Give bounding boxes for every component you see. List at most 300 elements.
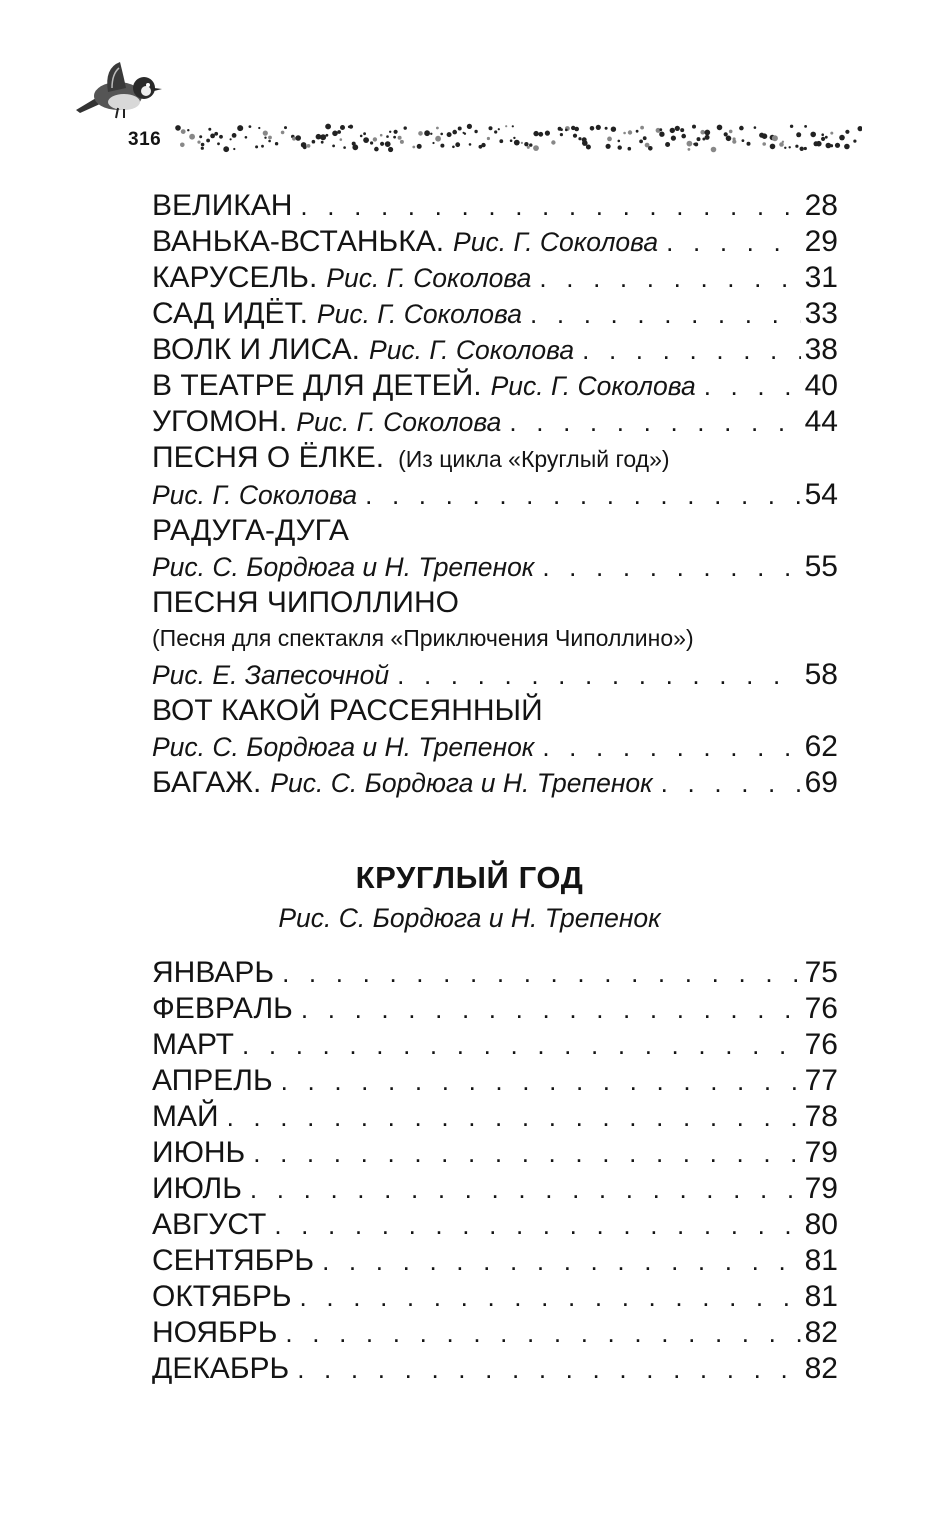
entry-page: 58 bbox=[804, 658, 838, 691]
ornament-dot bbox=[261, 145, 264, 148]
ornament-dot bbox=[412, 146, 415, 149]
ornament-dot bbox=[586, 145, 591, 150]
ornament-dot bbox=[385, 141, 391, 147]
entry-page: 82 bbox=[804, 1316, 838, 1349]
ornament-dot bbox=[394, 130, 398, 134]
entry-title: ВАНЬКА-ВСТАНЬКА. bbox=[152, 225, 445, 258]
ornament-dot bbox=[223, 146, 229, 152]
entry-title-line bbox=[152, 513, 838, 549]
ornament-dot bbox=[199, 135, 202, 138]
ornament-dot bbox=[524, 142, 528, 146]
list-item bbox=[152, 1279, 838, 1315]
entry-illustrator: Рис. С. Бордюга и Н. Трепенок bbox=[152, 552, 535, 582]
entry-title: ПЕСНЯ О ЁЛКЕ. bbox=[152, 441, 385, 474]
dot-leader bbox=[227, 1099, 801, 1135]
ornament-dot bbox=[711, 147, 717, 153]
ornament-dot bbox=[830, 144, 833, 147]
list-item bbox=[152, 585, 838, 693]
ornament-dot bbox=[628, 147, 632, 151]
ornament-dot bbox=[770, 144, 776, 150]
ornament-dot bbox=[230, 138, 232, 140]
dot-leader bbox=[253, 1135, 800, 1171]
ornament-dot bbox=[659, 128, 662, 131]
ornament-dot bbox=[681, 134, 686, 139]
ornament-dot bbox=[499, 139, 503, 143]
ornament-dot bbox=[573, 134, 577, 138]
page-number: 316 bbox=[128, 129, 162, 150]
ornament-dot bbox=[510, 139, 513, 142]
ornament-dot bbox=[284, 126, 287, 129]
ornament-dot bbox=[639, 140, 643, 144]
entry-illustrator: Рис. С. Бордюга и Н. Трепенок bbox=[270, 768, 653, 798]
entry-page: 76 bbox=[804, 1028, 838, 1061]
entry-page: 29 bbox=[804, 225, 838, 258]
entry-title: УГОМОН. bbox=[152, 405, 288, 438]
ornament-dot bbox=[648, 146, 653, 151]
entry-title: ВОЛК И ЛИСА. bbox=[152, 333, 361, 366]
ornament-dot bbox=[435, 136, 441, 142]
entry-title: НОЯБРЬ bbox=[152, 1316, 278, 1349]
ornament-dot bbox=[680, 128, 684, 132]
ornament-dot bbox=[363, 137, 369, 143]
ornament-dot bbox=[295, 135, 301, 141]
entry-title-line bbox=[152, 693, 838, 729]
ornament-dot bbox=[467, 124, 472, 129]
list-item bbox=[152, 513, 838, 585]
entry-title: ЯНВАРЬ bbox=[152, 956, 275, 989]
entry-ill-line bbox=[152, 477, 838, 513]
entry-line bbox=[152, 1171, 838, 1207]
entry-title: БАГАЖ. bbox=[152, 766, 262, 799]
entry-page: 31 bbox=[804, 261, 838, 294]
entry-line bbox=[152, 1135, 838, 1171]
ornament-dot bbox=[772, 135, 778, 141]
ornament-dot bbox=[263, 131, 268, 136]
entry-ill-line bbox=[152, 729, 838, 765]
ornament-dot bbox=[590, 126, 595, 131]
ornament-dot bbox=[189, 134, 195, 140]
ornament-dot bbox=[343, 146, 346, 149]
ornament-dot bbox=[800, 147, 804, 151]
ornament-dot bbox=[487, 137, 490, 140]
ornament-dot bbox=[814, 141, 819, 146]
ornament-dot bbox=[732, 140, 736, 144]
ornament-dot bbox=[565, 129, 568, 132]
entry-title: ИЮНЬ bbox=[152, 1136, 246, 1169]
dot-leader bbox=[242, 1027, 801, 1063]
ornament-dot bbox=[380, 134, 383, 137]
entry-line bbox=[152, 1099, 838, 1135]
entry-page: 80 bbox=[804, 1208, 838, 1241]
ornament-dot bbox=[623, 132, 626, 135]
entry-page: 33 bbox=[804, 297, 838, 330]
ornament-dot bbox=[337, 130, 341, 134]
dot-leader bbox=[397, 657, 801, 693]
ornament-dot bbox=[312, 140, 316, 144]
list-item bbox=[152, 955, 838, 991]
ornament-dot bbox=[700, 130, 705, 135]
entry-title: ДЕКАБРЬ bbox=[152, 1352, 290, 1385]
ornament-dot bbox=[498, 128, 500, 130]
entry-title: ВОТ КАКОЙ РАССЕЯННЫЙ bbox=[152, 694, 543, 727]
ornament-dot bbox=[281, 131, 285, 135]
ornament-dot bbox=[692, 125, 696, 129]
ornament-dot bbox=[694, 142, 698, 146]
dot-leader bbox=[509, 404, 800, 440]
entry-page: 28 bbox=[804, 189, 838, 222]
ornament-dot bbox=[264, 137, 266, 139]
ornament-dot bbox=[237, 125, 243, 131]
ornament-dot bbox=[790, 125, 793, 128]
ornament-dot bbox=[455, 142, 460, 147]
ornament-dot bbox=[726, 136, 732, 142]
ornament-dot bbox=[180, 143, 185, 148]
ornament-dot bbox=[607, 137, 612, 142]
ornament-dot bbox=[675, 126, 680, 131]
ornament-dot bbox=[268, 140, 271, 143]
entry-page: 62 bbox=[804, 730, 838, 763]
ornament-dot bbox=[232, 133, 237, 138]
ornament-dot bbox=[481, 143, 485, 147]
ornament-dot bbox=[380, 142, 384, 146]
ornament-dot bbox=[858, 126, 863, 131]
ornament-dot bbox=[388, 147, 393, 152]
dot-leader bbox=[281, 1063, 801, 1099]
list-item bbox=[152, 1315, 838, 1351]
entry-line bbox=[152, 1063, 838, 1099]
entry-illustrator: Рис. Е. Запесочной bbox=[152, 660, 390, 690]
entry-page: 81 bbox=[804, 1280, 838, 1313]
ornament-dot bbox=[640, 126, 644, 130]
ornament-dot bbox=[527, 146, 530, 149]
entry-illustrator: Рис. Г. Соколова bbox=[326, 263, 532, 293]
ornament-dot bbox=[779, 142, 784, 147]
ornament-dot bbox=[533, 131, 538, 136]
entry-line bbox=[152, 332, 838, 368]
ornament-dot bbox=[201, 143, 205, 147]
ornament-dot bbox=[210, 134, 215, 139]
ornament-dot bbox=[853, 140, 856, 143]
ornament-dot bbox=[219, 135, 223, 139]
list-item bbox=[152, 1351, 838, 1387]
ornament-dot bbox=[370, 141, 373, 144]
ornament-dot bbox=[839, 135, 845, 141]
entry-page: 75 bbox=[804, 956, 838, 989]
entry-line bbox=[152, 955, 838, 991]
ornament-dot bbox=[417, 144, 422, 149]
ornament-dot bbox=[513, 137, 515, 139]
list-item bbox=[152, 765, 838, 801]
ornament-dot bbox=[464, 133, 466, 135]
ornament-dot bbox=[340, 125, 345, 130]
ornament-dot bbox=[340, 138, 343, 141]
list-item bbox=[152, 1243, 838, 1279]
list-item bbox=[152, 1207, 838, 1243]
ornament-dot bbox=[628, 130, 632, 134]
ornament-dot bbox=[545, 131, 550, 136]
entry-line bbox=[152, 260, 838, 296]
ornament-dot bbox=[321, 141, 324, 144]
entry-title: ВЕЛИКАН bbox=[152, 189, 293, 222]
dot-leader bbox=[300, 1279, 801, 1315]
ornament-dot bbox=[804, 125, 807, 128]
ornament-dot bbox=[804, 147, 807, 150]
entry-page: 78 bbox=[804, 1100, 838, 1133]
ornament-dot bbox=[255, 145, 258, 148]
list-item bbox=[152, 1171, 838, 1207]
ornament-dot bbox=[374, 147, 379, 152]
ornament-dot bbox=[393, 136, 396, 139]
entry-ill-line bbox=[152, 657, 838, 693]
ornament-dot bbox=[249, 125, 252, 128]
entry-illustrator: Рис. Г. Соколова bbox=[490, 371, 696, 401]
dot-leader bbox=[250, 1171, 801, 1207]
list-item bbox=[152, 260, 838, 296]
ornament-dot bbox=[320, 134, 326, 140]
ornament-dot bbox=[452, 130, 457, 135]
ornament-dot bbox=[529, 143, 532, 146]
ornament-dot bbox=[175, 125, 181, 131]
ornament-dot bbox=[440, 133, 443, 136]
ornament-dot bbox=[363, 132, 366, 135]
ornament-dot bbox=[512, 125, 514, 127]
entry-page: 79 bbox=[804, 1136, 838, 1169]
ornament-dot bbox=[208, 128, 211, 131]
entry-title: КАРУСЕЛЬ. bbox=[152, 261, 318, 294]
list-item bbox=[152, 404, 838, 440]
entry-illustrator: Рис. Г. Соколова bbox=[316, 299, 522, 329]
dot-leader bbox=[274, 1207, 800, 1243]
ornament-dot bbox=[474, 130, 477, 133]
ornament-dot bbox=[578, 137, 581, 140]
entry-line bbox=[152, 1351, 838, 1387]
ornament-dot bbox=[404, 126, 407, 129]
section-title: КРУГЛЫЙ ГОД bbox=[355, 860, 584, 895]
entry-title: В ТЕАТРЕ ДЛЯ ДЕТЕЙ. bbox=[152, 369, 482, 402]
ornament-dot bbox=[618, 140, 621, 143]
ornament-dot bbox=[762, 142, 766, 146]
ornament-dot bbox=[352, 144, 358, 150]
ornament-dot bbox=[326, 134, 329, 137]
ornament-dot bbox=[697, 137, 701, 141]
ornament-dot bbox=[400, 140, 404, 144]
ornament-dot bbox=[332, 131, 338, 137]
entry-note: (Из цикла «Круглый год») bbox=[398, 446, 670, 472]
ornament-dot bbox=[389, 131, 391, 133]
ornament-dot bbox=[705, 135, 710, 140]
ornament-dot bbox=[187, 129, 189, 131]
entry-illustrator: Рис. Г. Соколова bbox=[152, 480, 358, 510]
list-item bbox=[152, 693, 838, 765]
ornament-dot bbox=[217, 142, 220, 145]
ornament-dot bbox=[325, 124, 331, 130]
dot-leader bbox=[282, 955, 801, 991]
ornament-dot bbox=[307, 144, 311, 148]
list-item bbox=[152, 224, 838, 260]
entry-line bbox=[152, 1243, 838, 1279]
dot-leader bbox=[666, 224, 800, 260]
ornament-dot bbox=[671, 136, 676, 141]
entry-page: 40 bbox=[804, 369, 838, 402]
ornament-dot bbox=[432, 142, 434, 144]
ornament-dot bbox=[268, 136, 272, 140]
dot-leader bbox=[661, 765, 801, 801]
ornament-dot bbox=[560, 133, 563, 136]
ornament-dot bbox=[825, 136, 828, 139]
entry-page: 69 bbox=[804, 766, 838, 799]
entry-title: ПЕСНЯ ЧИПОЛЛИНО bbox=[152, 586, 459, 619]
entry-title: СЕНТЯБРЬ bbox=[152, 1244, 315, 1277]
entry-line bbox=[152, 1315, 838, 1351]
ornament-dot bbox=[742, 139, 745, 142]
entry-line bbox=[152, 296, 838, 332]
list-item bbox=[152, 1135, 838, 1171]
ornament-dot bbox=[835, 143, 840, 148]
ornament-dot bbox=[360, 135, 363, 138]
ornament-dot bbox=[181, 129, 186, 134]
bird-icon bbox=[74, 58, 170, 128]
entry-title: МАРТ bbox=[152, 1028, 234, 1061]
ornament-dot bbox=[717, 125, 723, 131]
entry-illustrator: Рис. Г. Соколова bbox=[369, 335, 575, 365]
ornament-dot bbox=[386, 135, 389, 138]
entry-line bbox=[152, 991, 838, 1027]
dot-leader bbox=[530, 296, 801, 332]
ornament-dot bbox=[245, 136, 248, 139]
ornament-dot bbox=[458, 127, 462, 131]
list-item bbox=[152, 1063, 838, 1099]
entry-page: 79 bbox=[804, 1172, 838, 1205]
ornament-dot bbox=[505, 125, 507, 127]
entry-page: 44 bbox=[804, 405, 838, 438]
ornament-dot bbox=[704, 130, 710, 136]
entry-title: ФЕВРАЛЬ bbox=[152, 992, 293, 1025]
dot-leader bbox=[365, 477, 801, 513]
ornament-dot bbox=[739, 126, 744, 131]
ornament-dot bbox=[821, 133, 824, 136]
ornament-dot bbox=[440, 144, 444, 148]
entry-title: ИЮЛЬ bbox=[152, 1172, 242, 1205]
ornament-dot bbox=[514, 140, 520, 146]
entry-title: САД ИДЁТ. bbox=[152, 297, 308, 330]
entry-line bbox=[152, 1027, 838, 1063]
ornament-dot bbox=[452, 146, 455, 149]
entry-illustrator: Рис. Г. Соколова bbox=[296, 407, 502, 437]
section-illustrator: Рис. С. Бордюга и Н. Трепенок bbox=[278, 903, 661, 933]
ornament-dot bbox=[729, 130, 733, 134]
dot-leader bbox=[301, 991, 801, 1027]
ornament-dot bbox=[201, 147, 204, 150]
ornament-dot bbox=[596, 125, 601, 130]
ornament-dot bbox=[373, 137, 377, 141]
entry-title: МАЙ bbox=[152, 1100, 219, 1133]
ornament-dot bbox=[301, 142, 307, 148]
dot-leader bbox=[582, 332, 801, 368]
ornament-dot bbox=[494, 130, 497, 133]
dotted-ornament bbox=[172, 118, 862, 158]
list-item bbox=[152, 188, 838, 224]
ornament-dot bbox=[551, 140, 555, 144]
entry-line bbox=[152, 1279, 838, 1315]
entry-page: 38 bbox=[804, 333, 838, 366]
entry-title: РАДУГА-ДУГА bbox=[152, 514, 349, 547]
entry-line bbox=[152, 188, 838, 224]
ornament-dot bbox=[258, 127, 260, 129]
list-item bbox=[152, 991, 838, 1027]
ornament-dot bbox=[197, 141, 200, 144]
ornament-dot bbox=[233, 148, 235, 150]
ornament-dot bbox=[845, 130, 849, 134]
ornament-dot bbox=[533, 145, 539, 151]
entry-line bbox=[152, 765, 838, 801]
dot-leader bbox=[539, 260, 800, 296]
ornament-dot bbox=[830, 132, 833, 135]
ornament-dot bbox=[469, 143, 472, 146]
list-item bbox=[152, 368, 838, 404]
ornament-dot bbox=[796, 132, 801, 137]
ornament-dot bbox=[670, 128, 675, 133]
dot-leader bbox=[300, 188, 800, 224]
ornament-dot bbox=[332, 145, 335, 148]
dot-leader bbox=[297, 1351, 800, 1387]
ornament-dot bbox=[424, 130, 430, 136]
ornament-dot bbox=[538, 132, 543, 137]
ornament-dot bbox=[398, 136, 402, 140]
ornament-dot bbox=[821, 137, 825, 141]
entry-line bbox=[152, 368, 838, 404]
ornament-dot bbox=[214, 132, 218, 136]
entry-illustrator: Рис. Г. Соколова bbox=[453, 227, 659, 257]
ornament-dot bbox=[574, 127, 579, 132]
ornament-dot bbox=[754, 126, 757, 129]
ornament-dot bbox=[611, 127, 616, 132]
entry-page: 81 bbox=[804, 1244, 838, 1277]
page-header bbox=[0, 0, 939, 170]
ornament-dot bbox=[349, 125, 353, 129]
ornament-dot bbox=[560, 128, 563, 131]
table-of-contents bbox=[152, 188, 838, 801]
entry-note: (Песня для спектакля «Приключения Чиполлино») bbox=[152, 625, 694, 651]
ornament-dot bbox=[489, 126, 493, 130]
months-contents bbox=[152, 955, 838, 1387]
entry-title: АВГУСТ bbox=[152, 1208, 267, 1241]
ornament-dot bbox=[275, 142, 278, 145]
ornament-dot bbox=[844, 144, 850, 150]
ornament-dot bbox=[605, 127, 608, 130]
entry-line bbox=[152, 224, 838, 260]
dot-leader bbox=[542, 549, 800, 585]
ornament-dot bbox=[643, 136, 647, 140]
ornament-dot bbox=[762, 133, 768, 139]
entry-illustrator: Рис. С. Бордюга и Н. Трепенок bbox=[152, 732, 535, 762]
entry-title: ОКТЯБРЬ bbox=[152, 1280, 292, 1313]
ornament-dot bbox=[688, 148, 691, 151]
entry-title-line bbox=[152, 440, 838, 477]
ornament-dot bbox=[606, 144, 611, 149]
entry-note-line bbox=[152, 619, 838, 657]
entry-page: 55 bbox=[804, 550, 838, 583]
ornament-dot bbox=[687, 141, 693, 147]
list-item bbox=[152, 296, 838, 332]
entry-ill-line bbox=[152, 549, 838, 585]
ornament-dot bbox=[810, 132, 816, 138]
ornament-dot bbox=[618, 145, 622, 149]
ornament-dot bbox=[418, 131, 423, 136]
list-item bbox=[152, 332, 838, 368]
ornament-dot bbox=[665, 142, 670, 147]
ornament-dot bbox=[206, 139, 210, 143]
ornament-dot bbox=[659, 132, 664, 137]
